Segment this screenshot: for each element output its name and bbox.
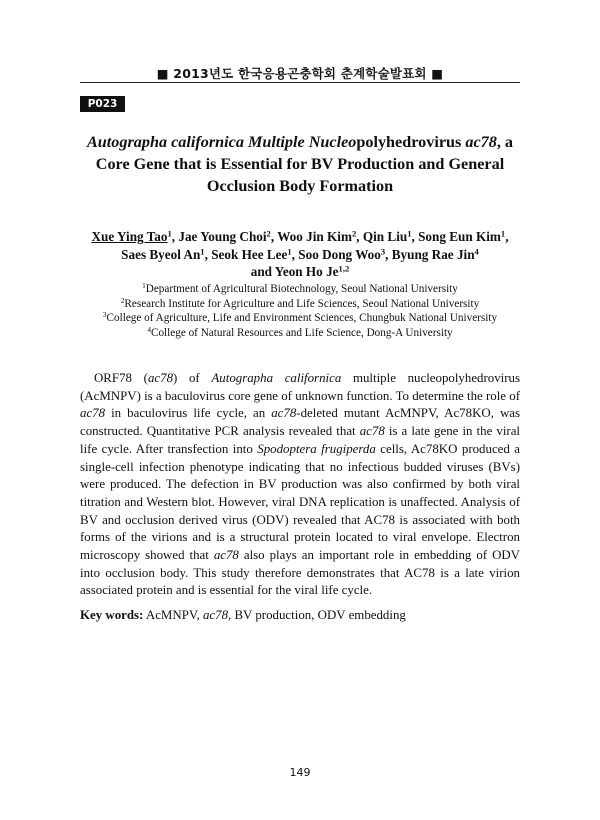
author-name: Seok Hee Lee (211, 246, 288, 262)
author-name: Jae Young Choi (178, 229, 267, 244)
title-segment: polyhedrovirus (356, 133, 466, 151)
author: Song Eun Kim$^1$, (418, 228, 509, 244)
affiliation-line (80, 326, 520, 341)
title-segment: , a Core Gene that is Essential for BV Production and General Occlusion Body Formation (95, 133, 514, 195)
author-name: Saes Byeol An (121, 246, 201, 262)
abstract-body (80, 370, 520, 600)
gene-name-italic: ac78 (271, 406, 297, 421)
author-name: Byung Rae Jin (391, 246, 475, 262)
affiliation-text: College of Agriculture, Life and Environment Sciences, Chungbuk National University (106, 312, 498, 325)
author-affiliation-mark: 1 (500, 228, 506, 239)
author-name: and Yeon Ho Je (250, 264, 339, 279)
author-affiliation-mark: 3 (380, 245, 386, 256)
title-species-italic: Autographa californica Multiple Nucleo (86, 133, 357, 151)
gene-name-italic: ac78 (359, 424, 385, 439)
author-affiliation-mark: 1 (287, 245, 292, 256)
keywords-label: Key words: (80, 608, 144, 622)
author-affiliation-mark: 4 (474, 245, 479, 256)
gene-name-italic: ac78 (202, 608, 229, 622)
gene-name-italic: ac78 (80, 406, 106, 421)
affiliation-number: 4 (147, 325, 151, 334)
author-name: Woo Jin Kim (277, 229, 352, 244)
paper-title (80, 131, 520, 197)
author-affiliation-mark: 1 (200, 245, 205, 256)
header-divider (80, 82, 520, 83)
keywords-line: Key words: AcMNPV, ac78, BV production, ODV embedding (80, 608, 406, 622)
author (392, 247, 479, 262)
author-name: Song Eun Kim (418, 229, 501, 244)
title-gene-italic: ac78 (465, 133, 497, 151)
abstract-paragraph: ORF78 (ac78) of Autographa californica multiple nucleopolyhedrovirus (AcMNPV) is a baculovirus core gene of unknown function. To determine the role of ac78 in baculovirus life cycle, an ac78-deleted mutant AcMNPV, Ac78KO, was constructed. Quantitative PCR analysis revealed that ac78 is a late gene in the viral life cycle. After transfection into Spodoptera frugiperda cells, Ac78KO produced a single-cell infection phenotype indicating that no infectious budded viruses (BVs) were produced. The defection in BV production was also confirmed by both viral titration and Western blot. However, viral DNA replication is unaffected. Analysis of BV and occlusion derived virus (ODV) revealed that AC78 is associated with both forms of the virions and is a structural protein located to viral envelope. Electron microscopy showed that ac78 also plays an important role in embedding of ODV into occlusion body. This study therefore demonstrates that AC78 is a late virion associated protein and is essential for the viral life cycle. (80, 371, 521, 598)
author-name: Qin Liu (362, 229, 408, 244)
affiliation-text: College of Natural Resources and Life Science, Dong-A University (150, 326, 453, 339)
conference-header: ■ 2013년도 한국응용곤충학회 춘계학술발표회 ■ (156, 66, 444, 81)
author: Woo Jin Kim$^2$, (277, 228, 363, 244)
affiliation-number: 3 (102, 311, 107, 320)
author-affiliation-mark: 2 (351, 228, 357, 239)
author-affiliation-mark: 2 (266, 228, 271, 239)
page-number: 149 (289, 766, 311, 779)
author: Soo Dong Woo$^3$, (298, 245, 392, 262)
affiliation-line (80, 282, 520, 297)
affiliation-number: 2 (120, 296, 125, 305)
affiliation-text: Department of Agricultural Biotechnology, Seoul National University (145, 283, 458, 295)
author: Saes Byeol An$^1$, (121, 245, 212, 262)
species-name-italic: Autographa californica (211, 371, 342, 385)
poster-id-badge: P023 (80, 96, 125, 112)
species-name-italic: Spodoptera frugiperda (257, 441, 376, 456)
affiliation-text: Research Institute for Agriculture and Life Sciences, Seoul National University (124, 297, 480, 310)
affiliation-line (80, 297, 520, 312)
author-affiliation-mark: 1,2 (338, 263, 350, 274)
author: Seok Hee Lee$^1$, (211, 245, 299, 262)
author (251, 264, 350, 279)
author: Xue Ying Tao$^1$, (91, 228, 179, 244)
author-name: Soo Dong Woo (298, 246, 381, 262)
affiliation-line (80, 311, 520, 326)
author: Qin Liu$^1$, (362, 228, 419, 244)
author-affiliation-mark: 1 (167, 228, 172, 239)
gene-name-italic: ac78 (147, 371, 174, 385)
author-name: Xue Ying Tao (91, 229, 168, 244)
author-list (80, 228, 520, 281)
author: Jae Young Choi$^2$, (178, 228, 278, 244)
gene-name-italic: ac78 (213, 548, 239, 563)
affiliation-number: 1 (142, 282, 146, 290)
affiliation-list (80, 282, 520, 340)
author-affiliation-mark: 1 (407, 228, 412, 239)
